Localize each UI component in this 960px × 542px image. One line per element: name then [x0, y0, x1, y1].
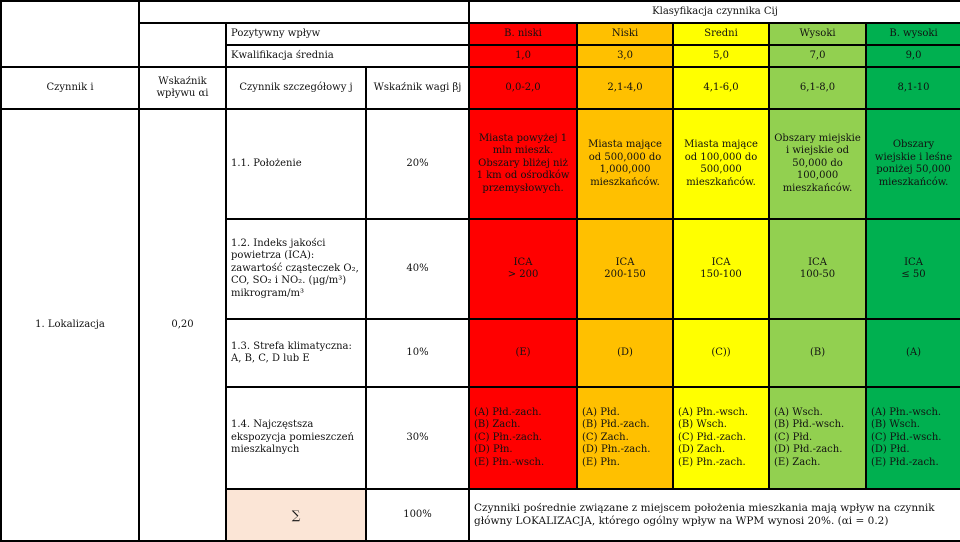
detail-name: 1.1. Położenie	[226, 109, 366, 219]
cell: (C))	[673, 319, 769, 387]
cell: (A) Płn.-wsch. (B) Wsch. (C) Płd.-zach. (D) Zach. (E) Płn.-zach.	[673, 387, 769, 489]
detail-name: 1.3. Strefa klimatyczna: A, B, C, D lub E	[226, 319, 366, 387]
average-qualification-label: Kwalifikacja średnia	[226, 45, 469, 67]
factor-impact: 0,20	[139, 109, 226, 541]
range: 6,1-8,0	[769, 67, 866, 109]
sum-symbol: ∑	[226, 489, 366, 541]
cell: Obszary wiejskie i leśne poniżej 50,000 mieszkańców.	[866, 109, 960, 219]
col-impact-header: Wskaźnik wpływu αi	[139, 67, 226, 109]
cell: ICA 200-150	[577, 219, 673, 319]
detail-weight: 40%	[366, 219, 469, 319]
cell: (A)	[866, 319, 960, 387]
cell: Obszary miejskie i wiejskie od 50,000 do 100,000 mieszkańców.	[769, 109, 866, 219]
cell: Miasta mające od 500,000 do 1,000,000 mieszkańców.	[577, 109, 673, 219]
range: 2,1-4,0	[577, 67, 673, 109]
score: 5,0	[673, 45, 769, 67]
cell: (A) Wsch. (B) Płd.-wsch. (C) Płd. (D) Płd.-zach. (E) Zach.	[769, 387, 866, 489]
level-b-wysoki: B. wysoki	[866, 23, 960, 45]
detail-weight: 20%	[366, 109, 469, 219]
cell: Miasta powyżej 1 mln mieszk. Obszary bliżej niż 1 km od ośrodków przemysłowych.	[469, 109, 577, 219]
cell: ICA ≤ 50	[866, 219, 960, 319]
col-weight-header: Wskaźnik wagi βj	[366, 67, 469, 109]
cell: ICA 100-50	[769, 219, 866, 319]
cell: Miasta mające od 100,000 do 500,000 mieszkańców.	[673, 109, 769, 219]
table-row	[1, 109, 960, 219]
cell: ICA 150-100	[673, 219, 769, 319]
positive-impact-label: Pozytywny wpływ	[226, 23, 469, 45]
classification-title: Klasyfikacja czynnika Cij	[469, 1, 960, 23]
detail-weight: 30%	[366, 387, 469, 489]
level-wysoki: Wysoki	[769, 23, 866, 45]
col-factor-header: Czynnik i	[1, 67, 139, 109]
range: 8,1-10	[866, 67, 960, 109]
cell: (A) Płd. (B) Płd.-zach. (C) Zach. (D) Płn.-zach. (E) Płn.	[577, 387, 673, 489]
detail-name: 1.4. Najczęstsza ekspozycja pomieszczeń mieszkalnych	[226, 387, 366, 489]
score: 1,0	[469, 45, 577, 67]
cell: (E)	[469, 319, 577, 387]
range: 4,1-6,0	[673, 67, 769, 109]
cell: (D)	[577, 319, 673, 387]
col-detail-header: Czynnik szczegółowy j	[226, 67, 366, 109]
sum-value: 100%	[366, 489, 469, 541]
cell: ICA > 200	[469, 219, 577, 319]
sum-note: Czynniki pośrednie związane z miejscem położenia mieszkania mają wpływ na czynnik główny LOKALIZACJA, którego ogólny wpływ na WPM wynosi 20%. (αi = 0.2)	[469, 489, 960, 541]
score: 9,0	[866, 45, 960, 67]
cell: (B)	[769, 319, 866, 387]
blank-top	[139, 1, 469, 23]
cell: (A) Płd.-zach. (B) Zach. (C) Płn.-zach. (D) Płn. (E) Płn.-wsch.	[469, 387, 577, 489]
score: 7,0	[769, 45, 866, 67]
factor-name: 1. Lokalizacja	[1, 109, 139, 541]
level-b-niski: B. niski	[469, 23, 577, 45]
range: 0,0-2,0	[469, 67, 577, 109]
blank-corner	[1, 1, 139, 67]
cell: (A) Płn.-wsch. (B) Wsch. (C) Płd.-wsch. (D) Płd. (E) Płd.-zach.	[866, 387, 960, 489]
score: 3,0	[577, 45, 673, 67]
level-sredni: Sredni	[673, 23, 769, 45]
detail-weight: 10%	[366, 319, 469, 387]
detail-name: 1.2. Indeks jakości powietrza (ICA): zawartość cząsteczek O₂, CO, SO₂ i NO₂. (μg/m³) mikrogram/m³	[226, 219, 366, 319]
blank-impact-header	[139, 23, 226, 67]
level-niski: Niski	[577, 23, 673, 45]
